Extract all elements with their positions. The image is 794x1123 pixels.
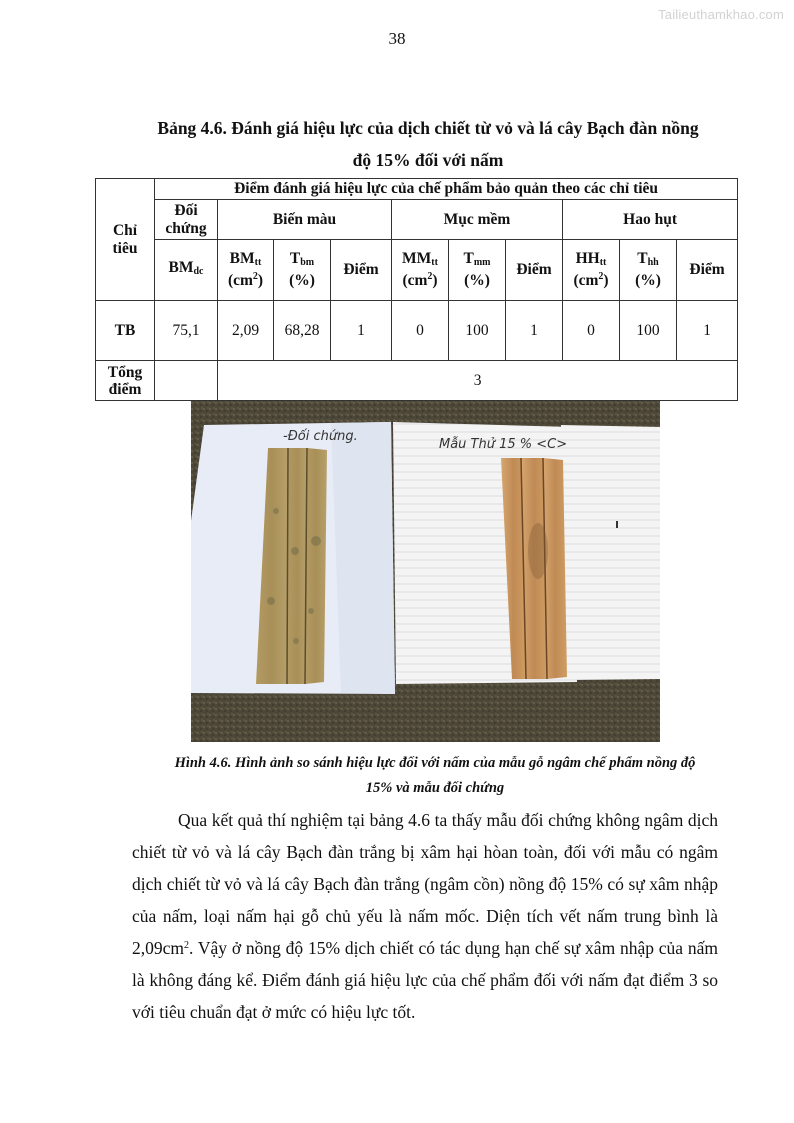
cell-t-bm: 68,28: [274, 301, 331, 361]
header-diem-hao-hut: Điểm: [677, 240, 738, 301]
header-diem-bien-mau: Điểm: [331, 240, 392, 301]
cell-t-hh: 100: [620, 301, 677, 361]
photo-label-left: -Đối chứng.: [283, 429, 358, 444]
header-muc-mem: Mục mềm: [392, 200, 563, 240]
cell-diem-muc-mem: 1: [506, 301, 563, 361]
header-bm-tt: $BM_{tt}$ $(cm^2)$: [218, 240, 274, 301]
table-title-line2: độ 15% đối với nấm: [352, 150, 504, 170]
cell-diem-bien-mau: 1: [331, 301, 392, 361]
table-row-tb: [96, 301, 738, 361]
cell-bm-tt: 2,09: [218, 301, 274, 361]
table-title: [100, 112, 756, 176]
header-t-hh: $T_{hh}$ (%): [620, 240, 677, 301]
caption-line1: Hình 4.6. Hình ảnh so sánh hiệu lực đối với nấm của mẫu gỗ ngâm chế phẩm nồng độ: [174, 755, 696, 771]
table-title-line1: Bảng 4.6. Đánh giá hiệu lực của dịch chiết từ vỏ và lá cây Bạch đàn nồng: [157, 118, 699, 138]
cell-diem-hao-hut: 1: [677, 301, 738, 361]
row-label-tb: TB: [96, 301, 155, 361]
cell-bm-dc: 75,1: [155, 301, 218, 361]
photo-label-right: Mẫu Thử 15 % <C>: [439, 437, 568, 452]
body-paragraph: Qua kết quả thí nghiệm tại bảng 4.6 ta thấy mẫu đối chứng không ngâm dịch chiết từ vỏ và lá cây Bạch đàn trắng bị xâm hại hòan toàn, đối với mẫu có ngâm dịch chiết từ vỏ và lá cây Bạch đàn trắng (ngâm cồn) nồng độ 15% có sự xâm nhập của nấm, loại nấm hại gỗ chủ yếu là nấm mốc. Diện tích vết nấm trung bình là $2,09cm^2$. Vậy ở nồng độ 15% dịch chiết có tác dụng hạn chế sự xâm nhập của nấm là không đáng kể. Điểm đánh giá hiệu lực của chế phẩm đối với nấm đạt điểm 3 so với tiêu chuẩn đạt ở mức có hiệu lực tốt.: [132, 810, 718, 1022]
evaluation-table: [95, 178, 738, 401]
caption-line2: 15% và mẫu đối chứng: [365, 780, 505, 796]
cell-total-score: 3: [218, 361, 738, 401]
cell-hh-tt: 0: [563, 301, 620, 361]
cell-t-mm: 100: [449, 301, 506, 361]
header-t-mm: $T_{mm}$ (%): [449, 240, 506, 301]
header-bien-mau: Biến màu: [218, 200, 392, 240]
cell-mm-tt: 0: [392, 301, 449, 361]
header-diem-muc-mem: Điểm: [506, 240, 563, 301]
wood-samples-photo: [191, 401, 660, 742]
table-row-total: [96, 361, 738, 401]
header-hao-hut: Hao hụt: [563, 200, 738, 240]
header-group: Điểm đánh giá hiệu lực của chế phẩm bảo quản theo các chỉ tiêu: [155, 179, 738, 200]
page-number: 38: [388, 29, 406, 48]
cell-total-empty: [155, 361, 218, 401]
header-doi-chung: Đối chứng: [155, 200, 218, 240]
header-chi-tieu: Chỉ tiêu: [96, 179, 155, 301]
header-t-bm: $T_{bm}$ (%): [274, 240, 331, 301]
header-hh-tt: $HH_{tt}$ $(cm^2)$: [563, 240, 620, 301]
watermark: Tailieuthamkhao.com: [658, 7, 784, 22]
header-bm-dc: $BM_{dc}$: [155, 240, 218, 301]
figure-caption: [110, 751, 760, 801]
header-mm-tt: $MM_{tt}$ $(cm^2)$: [392, 240, 449, 301]
row-label-total: Tổng điểm: [96, 361, 155, 401]
